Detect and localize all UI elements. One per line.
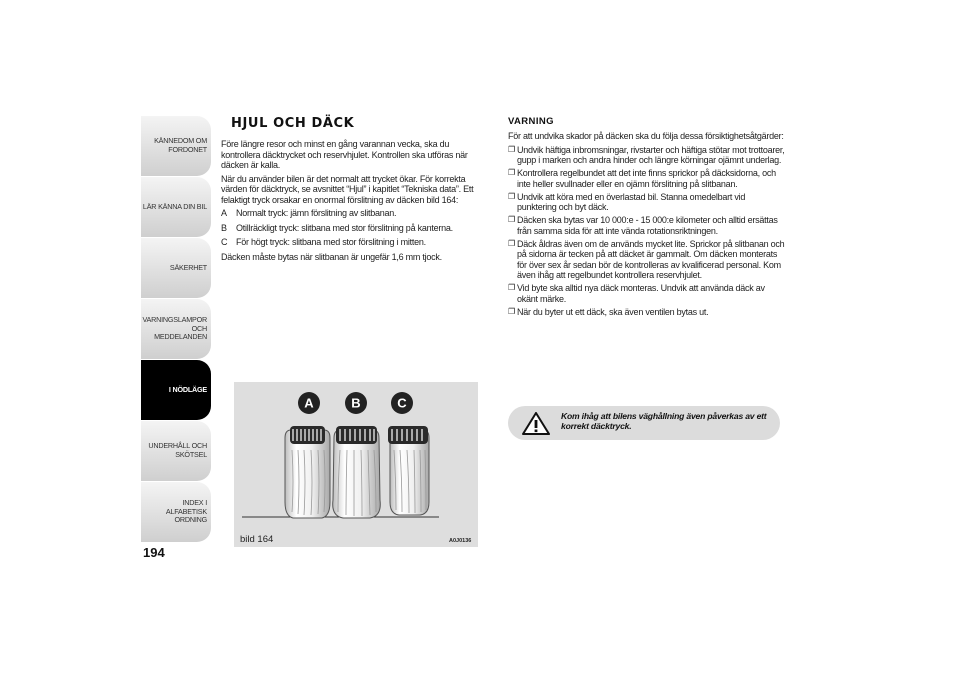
warning-section <box>508 116 786 320</box>
checkbox-bullet-icon: ❐ <box>508 238 515 248</box>
list-text: Otillräckligt tryck: slitbana med stor förslitning på kanterna. <box>236 222 453 233</box>
list-text: För högt tryck: slitbana med stor förslitning i mitten. <box>236 237 426 247</box>
label-c-marker <box>391 392 413 414</box>
checkbox-bullet-icon: ❐ <box>508 215 515 224</box>
list-letter: A <box>221 208 227 218</box>
bullet-text: Vid byte ska alltid nya däck monteras. Undvik att använda däck av okänt märke. <box>517 283 765 304</box>
tab-kannedom-om-fordonet[interactable] <box>141 116 211 176</box>
bullet-text: Däcken ska bytas var 10 000:e - 15 000:e kilometer och alltid ersättas från samma sida för att inte vända rotationsriktningen. <box>517 215 778 236</box>
checkbox-bullet-icon: ❐ <box>508 168 515 177</box>
tab-label: KÄNNEDOM OM FORDONET <box>154 136 207 154</box>
bullet-text: Däck åldras även om de används mycket lite. Sprickor på slitbanan och på sidorna är tecken på att däcket är gammalt. Om däcken monterats för över sex år sedan bör de kontrolleras av kvalificerad personal. Kom även ihåg att regelbundet kontrollera reservhjulet. <box>517 238 785 280</box>
checkbox-bullet-icon: ❐ <box>508 283 515 292</box>
tab-i-nodlage[interactable] <box>141 360 211 420</box>
bullet-text: När du byter ut ett däck, ska även ventilen bytas ut. <box>517 306 709 317</box>
list-letter: C <box>221 237 228 247</box>
tab-varningslampor[interactable] <box>141 299 211 359</box>
list-item <box>221 237 481 248</box>
tyre-wear-illustration <box>234 382 478 547</box>
list-item <box>508 239 786 281</box>
label-a: A <box>304 395 314 411</box>
bullet-text: Undvik att köra med en överlastad bil. Stanna omedelbart vid punktering och byt däck. <box>517 191 746 212</box>
label-c: C <box>397 395 407 411</box>
bullet-text: Kontrollera regelbundet att det inte finns sprickor på däcksidorna, och inte heller svullnader eller en ojämn förslitning på slitbanan. <box>517 168 776 189</box>
list-text: Normalt tryck: jämn förslitning av slitbanan. <box>236 208 397 218</box>
section-heading: HJUL OCH DÄCK <box>231 116 355 131</box>
tyre-a <box>285 426 330 518</box>
page-number: 194 <box>143 545 165 560</box>
bullet-text: Undvik häftiga inbromsningar, rivstarter och häftiga stötar mot trottoarer, gupp i marken och andra hinder och längre körningar ojämnt underlag. <box>517 144 785 165</box>
list-item <box>221 208 481 219</box>
paragraph-pressure-increase: När du använder bilen är det normalt att trycket ökar. För korrekta värden för däcktryck, se avsnittet “Hjul” i kapitlet “Tekniska data”. Ett felaktigt tryck orsakar en onormal förslitning av däcken bild 164: <box>221 173 474 205</box>
warning-triangle-icon <box>522 412 550 435</box>
label-a-marker <box>298 392 320 414</box>
tyre-c <box>388 426 429 515</box>
checkbox-bullet-icon: ❐ <box>508 191 515 201</box>
list-item <box>508 168 786 189</box>
paragraph-check-pressure: Före längre resor och minst en gång varannan vecka, ska du kontrollera däcktrycket och reservhjulet. Kontrollen ska utföras när däcken är kalla. <box>221 139 468 170</box>
tab-label: I NÖDLÄGE <box>168 384 207 394</box>
tyre-pressure-note <box>508 406 780 440</box>
figure-code: A0J0136 <box>449 538 472 544</box>
tab-label: VARNINGSLAMPOR OCH MEDDELANDEN <box>142 315 207 342</box>
chapter-sidebar <box>141 116 211 542</box>
tab-label: UNDERHÅLL OCH SKÖTSEL <box>148 441 207 459</box>
list-item <box>508 215 786 236</box>
label-b: B <box>351 395 361 411</box>
tab-lar-kanna-din-bil[interactable] <box>141 177 211 237</box>
warning-title: VARNING <box>508 116 554 127</box>
checkbox-bullet-icon: ❐ <box>508 306 515 316</box>
tab-label: LÄR KÄNNA DIN BIL <box>142 201 207 211</box>
checkbox-bullet-icon: ❐ <box>508 144 515 154</box>
list-item <box>508 283 786 304</box>
list-item <box>508 192 786 213</box>
list-letter: B <box>221 222 227 233</box>
tab-sakerhet[interactable] <box>141 238 211 298</box>
list-item <box>508 307 786 318</box>
list-item <box>221 223 481 234</box>
tab-label: INDEX I ALFABETISK ORDNING <box>165 498 207 525</box>
list-item <box>508 145 786 166</box>
note-text: Kom ihåg att bilens väghållning även påverkas av ett korrekt däcktryck. <box>561 411 767 432</box>
label-b-marker <box>345 392 367 414</box>
figure-caption: bild 164 <box>240 534 274 545</box>
wheels-and-tyres-section <box>221 116 481 265</box>
tab-underhall-och-skotsel[interactable] <box>141 421 211 481</box>
tab-index[interactable] <box>141 482 211 542</box>
paragraph-tread-depth: Däcken måste bytas när slitbanan är ungefär 1,6 mm tjock. <box>221 251 442 262</box>
tab-label: SÄKERHET <box>169 262 207 272</box>
warning-intro: För att undvika skador på däcken ska du följa dessa försiktighetsåtgärder: <box>508 131 784 141</box>
tyre-b <box>333 426 381 518</box>
tyre-wear-figure <box>234 382 478 547</box>
